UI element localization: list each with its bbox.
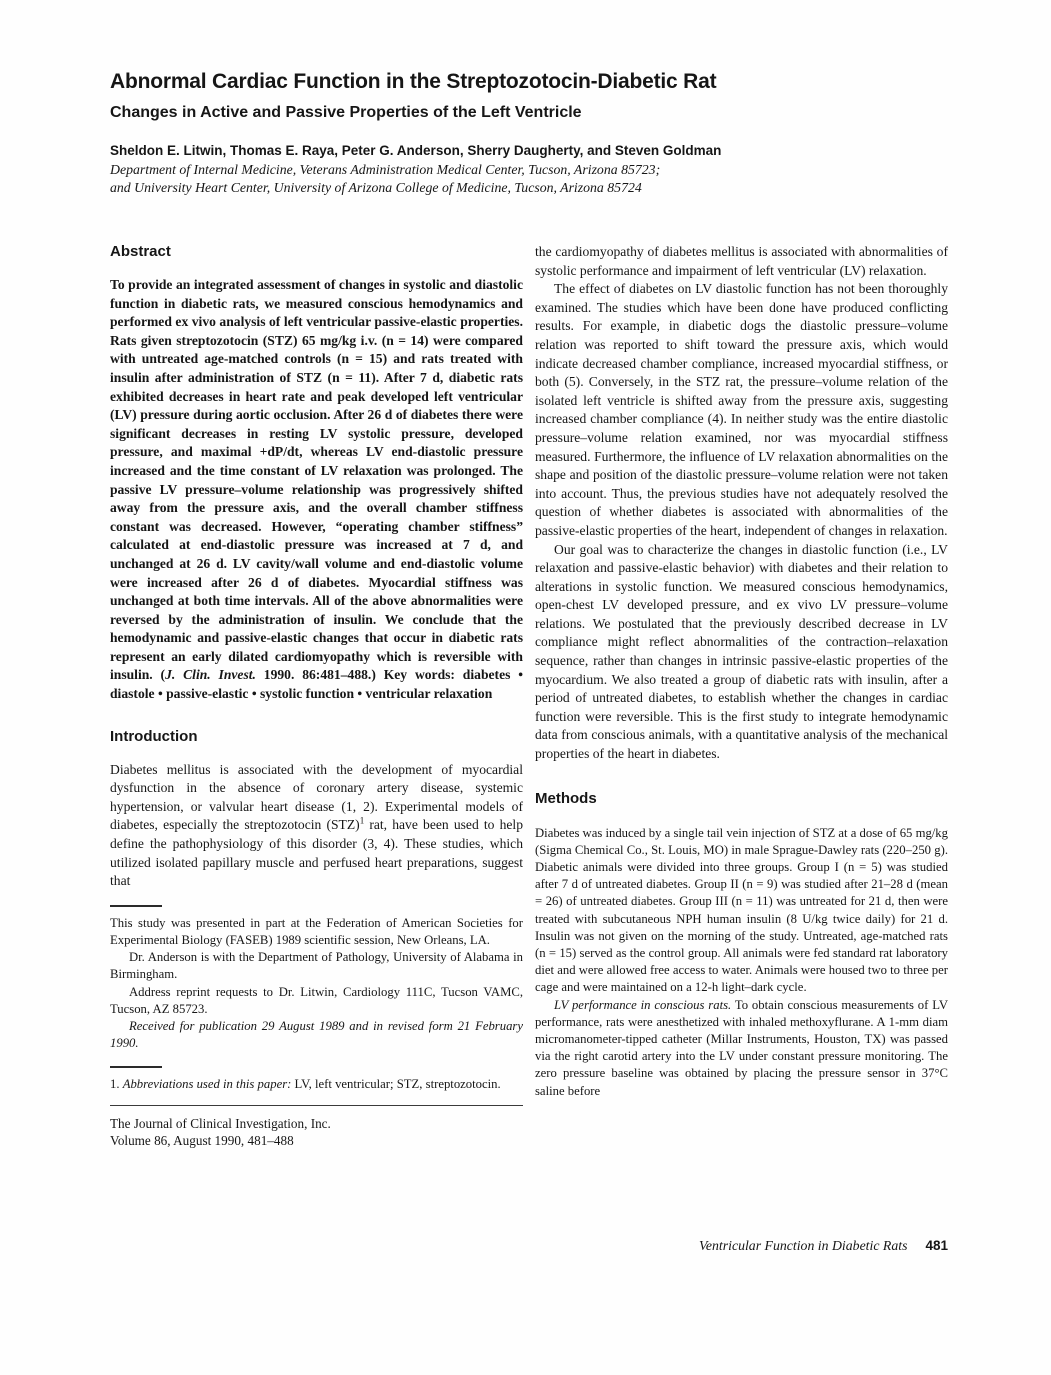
methods-paragraph-1: Diabetes was induced by a single tail vein injection of STZ at a dose of 65 mg/kg (Sigma Chemical Co., St. Louis, MO) in male Sprague-Dawley rats (220–250 g). Diabetic animals were divided into three groups. Group I (n = 5) was studied after 7 d of untreated diabetes. Group II (n = 9) was studied after 21–28 d (mean = 26) of untreated diabetes. Group III (n = 11) was untreated for 21 d, then were treated with subcutaneous NPH human insulin (8 U/kg twice daily) for 21 d. Insulin was not given on the morning of the study. Untreated, age-matched rats (n = 15) served as the control group. All animals were fed standard rat laboratory diet and were allowed free access to water. Animals were housed two to three per cage and were maintained on a 12-h light–dark cycle. (535, 825, 948, 995)
footnote-block (110, 915, 523, 1053)
affiliation-line-1: Department of Internal Medicine, Veterans Administration Medical Center, Tucson, Arizona 85723; (110, 162, 661, 177)
footnote-marker: 1 (359, 815, 365, 826)
introduction-heading: Introduction (110, 727, 198, 745)
abstract-paragraph (110, 276, 523, 704)
body-paragraph-continued: the cardiomyopathy of diabetes mellitus is associated with abnormalities of systolic performance and impairment of left ventricular (LV) relaxation. (535, 244, 948, 278)
author-list: Sheldon E. Litwin, Thomas E. Raya, Peter G. Anderson, Sherry Daugherty, and Steven Goldman (110, 143, 722, 158)
methods-heading: Methods (535, 789, 597, 807)
journal-name: The Journal of Clinical Investigation, Inc. (110, 1115, 331, 1131)
abstract-citation-journal: J. Clin. Invest. (165, 667, 256, 683)
footnote-anderson: Dr. Anderson is with the Department of Pathology, University of Alabama in Birmingham. (110, 950, 523, 982)
journal-imprint (110, 1115, 523, 1150)
article-title: Abnormal Cardiac Function in the Streptozotocin-Diabetic Rat (110, 70, 717, 93)
introduction-text-1: Diabetes mellitus is associated with the development of myocardial dysfunction in the absence of coronary artery disease, systemic hypertension, or valvular heart disease (1, 2). Experimental models of diabetes, especially the streptozotocin (STZ) (110, 761, 523, 833)
methods-paragraph-2-text: To obtain conscious measurements of LV performance, rats were anesthetized with inhaled methoxyflurane. A 1-mm diam micromanometer-tipped catheter (Millar Instruments, Houston, TX) was passed via the right carotid artery into the LV under constant pressure monitoring. The zero pressure baseline was obtained by placing the pressure sensor in 37°C saline before (535, 997, 948, 1098)
abstract-citation-rest: 1990. 86:481–488.) (255, 667, 384, 683)
footnote-received: Received for publication 29 August 1989 and in revised form 21 February 1990. (110, 1019, 523, 1051)
title-block (110, 70, 960, 196)
left-column (110, 243, 523, 1150)
abstract-body-text: To provide an integrated assessment of changes in systolic and diastolic function in diabetic rats, we measured conscious hemodynamics and performed ex vivo analysis of left ventricular passive-elastic properties. Rats given streptozotocin (STZ) 65 mg/kg i.v. (n = 14) were compared with untreated age-matched controls (n = 15) and rats treated with insulin after administration of STZ (n = 11). After 7 d, diabetic rats exhibited decreases in heart rate and peak developed left ventricular (LV) pressure during aortic occlusion. After 26 d of diabetes there were significant decreases in resting LV systolic pressure, developed pressure, and maximal +dP/dt, whereas LV end-diastolic pressure increased and the time constant of LV relaxation was prolonged. The passive LV pressure–volume relationship was progressively shifted away from the pressure axis, and the overall chamber stiffness constant was decreased. However, “operating chamber stiffness” calculated at end-diastolic pressure was increased at 7 d, and unchanged at 26 d. LV cavity/wall volume and end-diastolic volume were increased after 26 d of diabetes. Myocardial stiffness was unchanged at both time intervals. All of the above abnormalities were reversed by the administration of insulin. We conclude that the hemodynamic and passive-elastic changes that occur in diabetic rats represent an early dilated cardiomyopathy which is reversible with insulin. ( (110, 277, 523, 683)
footnote-reprints: Address reprint requests to Dr. Litwin, Cardiology 111C, Tucson VAMC, Tucson, AZ 85723. (110, 984, 523, 1016)
footnote-presented: This study was presented in part at the Federation of American Societies for Experimental Biology (FASEB) 1989 scientific session, New Orleans, LA. (110, 915, 523, 948)
article-subtitle: Changes in Active and Passive Properties of the Left Ventricle (110, 104, 582, 121)
introduction-text-2: rat, have been used to help define the pathophysiology of this disorder (3, 4). These studies, which utilized isolated papillary muscle and perfused heart preparations, suggest that (110, 817, 524, 889)
body-paragraph-3: Our goal was to characterize the changes in diastolic function (i.e., LV relaxation and passive-elastic behavior) with diabetes and their relation to alterations in systolic function. We measured conscious hemodynamics, open-chest LV developed pressure, and ex vivo LV pressure–volume relations. We postulated that the previously described decrease in LV compliance might reflect abnormalities of the contraction–relaxation sequence, rather than changes in intrinsic passive-elastic properties of the myocardium. We also treated a group of diabetic rats with insulin, after a period of untreated diabetes, to establish whether the changes in cardiac function were reversible. This is the first study to integrate hemodynamic data from conscious animals, with a quantitative analysis of the mechanical properties of the heart in diabetes. (535, 541, 948, 762)
abbreviation-lead: Abbreviations used in this paper: (122, 1077, 292, 1092)
introduction-paragraph (110, 761, 523, 891)
running-title: Ventricular Function in Diabetic Rats (699, 1238, 908, 1253)
abstract-keywords: Key words: diabetes • diastole • passive-elastic • systolic function • ventricular relaxation (110, 667, 523, 702)
abbreviation-rest: LV, left ventricular; STZ, streptozotocin. (291, 1077, 501, 1092)
right-column (535, 243, 948, 1150)
methods-subsection-lead: LV performance in conscious rats. (554, 997, 732, 1012)
abbreviation-footnote (110, 1076, 523, 1093)
abbreviation-separator-rule (110, 1066, 162, 1068)
body-paragraph-2: The effect of diabetes on LV diastolic function has not been thoroughly examined. The studies which have been done have produced conflicting results. For example, in diabetic dogs the diastolic pressure–volume relation was reported to shift toward the pressure axis, which would indicate decreased chamber compliance, increased myocardial stiffness, or both (5). Conversely, in the STZ rat, the pressure–volume relation of the isolated left ventricle is shifted away from the pressure axis, suggesting increased chamber compliance (4). In neither study was the entire diastolic pressure–volume relation examined, nor was myocardial stiffness measured. Furthermore, the influence of LV relaxation abnormalities on the shape and position of the diastolic pressure–volume relation were not taken into account. Thus, the previous studies have not adequately resolved the question of whether diabetes is associated with abnormalities of the passive-elastic properties of the heart, independent of changes in relaxation. (535, 281, 948, 538)
running-footer (538, 1238, 948, 1254)
footnote-separator-rule (110, 905, 162, 907)
abbreviation-number: 1. (110, 1077, 123, 1092)
two-column-body (110, 243, 948, 1150)
page-number: 481 (925, 1238, 948, 1253)
methods-paragraph-2 (535, 997, 948, 1100)
abstract-heading: Abstract (110, 243, 171, 260)
journal-volume: Volume 86, August 1990, 481–488 (110, 1133, 294, 1149)
affiliation-line-2: and University Heart Center, University of Arizona College of Medicine, Tucson, Arizona 85724 (110, 179, 642, 195)
journal-info-rule (110, 1105, 523, 1106)
